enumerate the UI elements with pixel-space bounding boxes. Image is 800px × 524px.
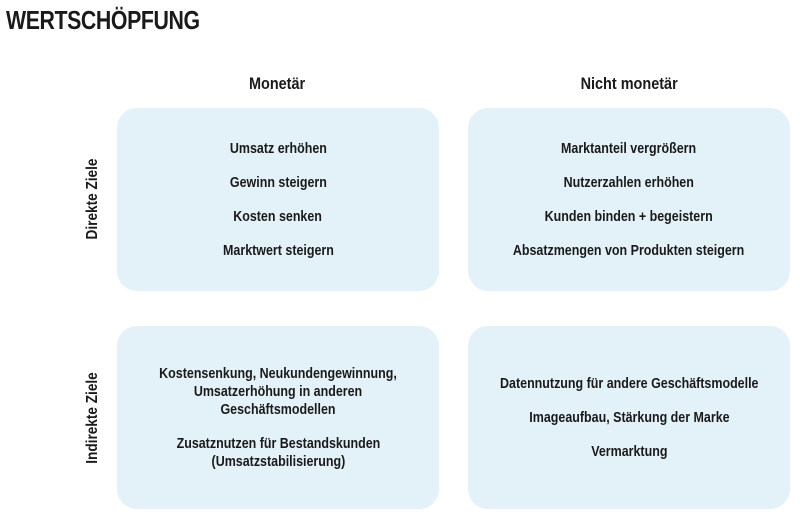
cell-indirect-monetary <box>117 326 439 509</box>
list-item: Zusatznutzen für Bestandskunden (Umsatzstabilisierung) <box>176 435 380 470</box>
list-item: Kunden binden + begeistern <box>544 208 714 225</box>
list-item: Umsatz erhöhen <box>229 140 327 157</box>
list-item: Nutzerzahlen erhöhen <box>563 174 695 191</box>
list-item: Kosten senken <box>233 208 323 225</box>
cell-direct-nonmonetary <box>468 108 790 291</box>
list-item: Datennutzung für andere Geschäftsmodelle <box>499 375 759 392</box>
row-header-direct: Direkte Ziele <box>84 158 101 240</box>
list-item: Marktanteil vergrößern <box>561 140 697 157</box>
column-header-monetary: Monetär <box>248 74 306 93</box>
cell-direct-monetary <box>117 108 439 291</box>
column-header-nonmonetary: Nicht monetär <box>580 74 678 93</box>
list-item: Absatzmengen von Produkten steigern <box>513 242 745 259</box>
cell-indirect-nonmonetary <box>468 326 790 509</box>
list-item: Gewinn steigern <box>229 174 327 191</box>
list-item: Marktwert steigern <box>222 242 334 259</box>
row-header-indirect: Indirekte Ziele <box>84 372 101 464</box>
list-item: Imageaufbau, Stärkung der Marke <box>528 409 730 426</box>
list-item: Vermarktung <box>590 443 668 460</box>
list-item: Kostensenkung, Neukundengewinnung, Umsatzerhöhung in anderen Geschäftsmodellen <box>159 365 397 418</box>
page-title: WERTSCHÖPFUNG <box>6 5 200 35</box>
